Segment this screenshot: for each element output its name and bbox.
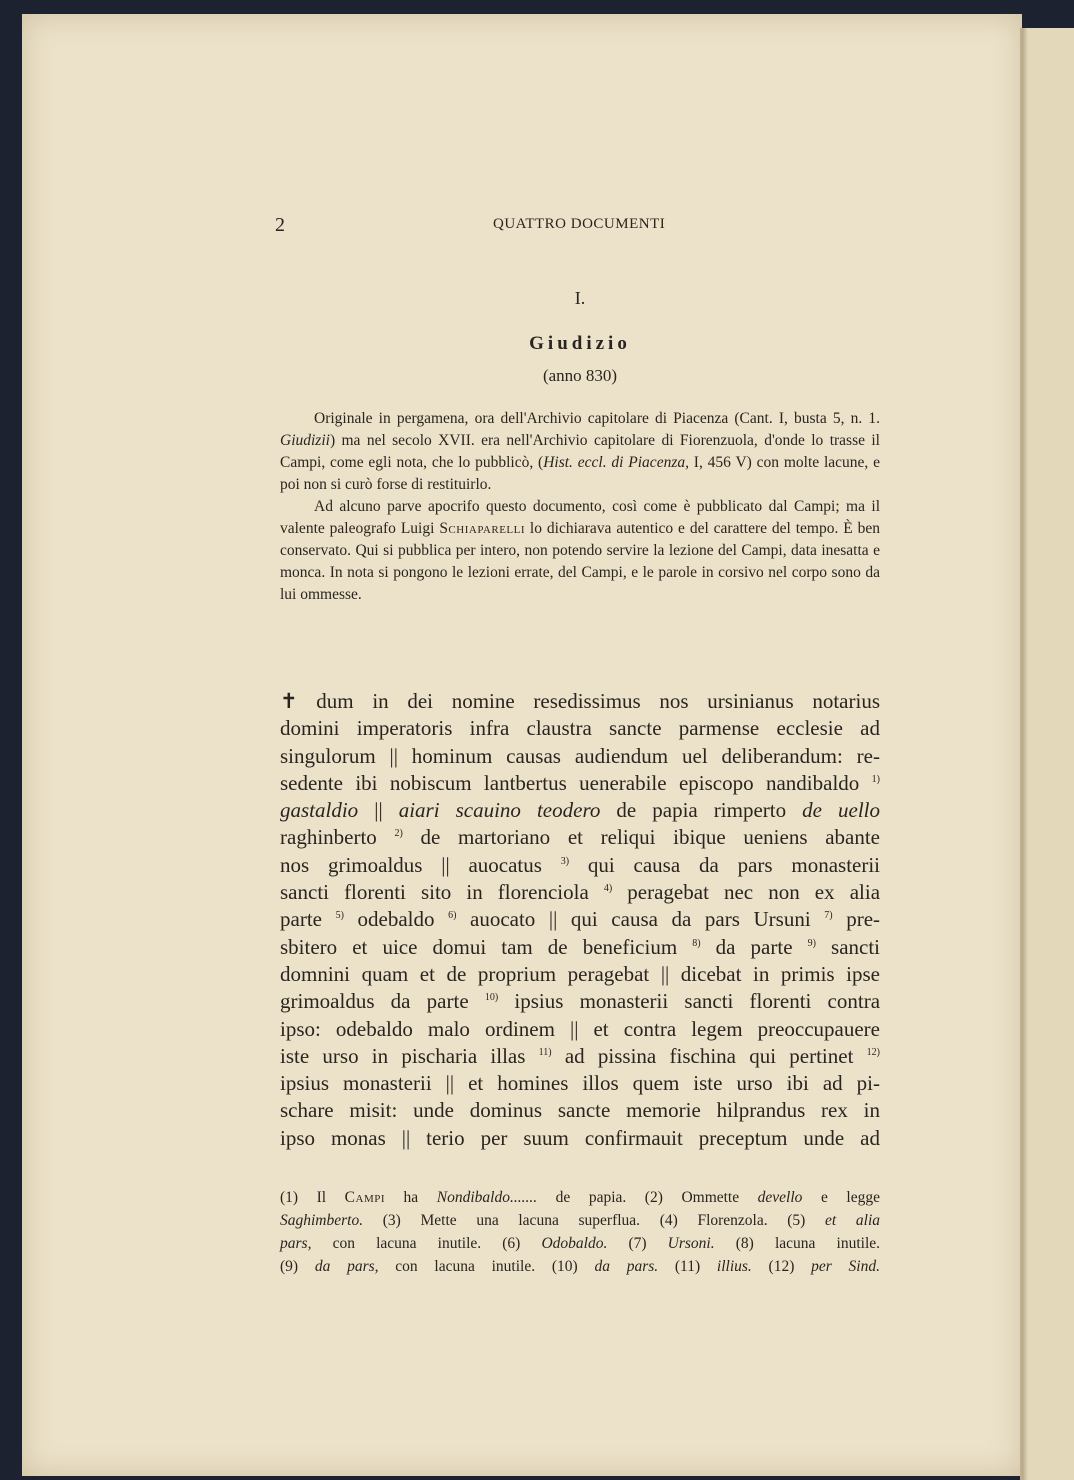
intro-text: busta 5, n. 1.: [794, 410, 881, 427]
text-run: grimoaldus da parte: [280, 989, 469, 1014]
intro-text: lo dichiarava autentico: [525, 520, 674, 537]
text-run: iste urso in pischaria illas: [280, 1043, 526, 1068]
footnotes: [280, 1186, 880, 1278]
footnote-ref: 7): [824, 910, 833, 922]
intro-text: da lui ommesse.: [280, 564, 881, 603]
footnote-ref: 9): [807, 937, 816, 949]
intro-italic: Giudizii: [280, 432, 330, 449]
text-run: de martoriano et reliqui ibique ueniens abante: [402, 825, 880, 850]
text-line: schare misit: unde dominus sancte memorie hilprandus rex in: [280, 1098, 880, 1123]
intro-paragraph-2: [280, 496, 880, 606]
footnote-line: [280, 1186, 880, 1209]
facing-page-edge: [1020, 28, 1074, 1480]
fn-text: (7): [607, 1235, 668, 1252]
text-run: parte: [280, 907, 322, 932]
introductory-note: [280, 408, 880, 606]
text-line: ✝ dum in dei nomine resedissimus nos ursinianus notarius: [280, 689, 880, 713]
fn-text: (8) lacuna inutile.: [714, 1235, 880, 1252]
fn-italic: et alia: [825, 1212, 880, 1229]
text-run: odebaldo: [343, 907, 435, 932]
intro-text: forse di restituirlo.: [376, 476, 492, 493]
fn-text: (11): [658, 1258, 717, 1275]
page-header: [275, 214, 895, 238]
footnote-ref: 11): [538, 1046, 552, 1058]
text-line: [280, 770, 880, 797]
text-run: peragebat nec non ex alia: [612, 880, 881, 905]
fn-text: (1) Il: [280, 1189, 345, 1206]
intro-text: I, 456 V) con molte lacune, e poi non si curò: [280, 454, 881, 493]
text-run: sbitero et uice domui tam de beneficium: [280, 934, 678, 959]
page-number: 2: [275, 214, 285, 236]
fn-italic: per Sind.: [811, 1258, 880, 1275]
text-line: [280, 906, 880, 933]
intro-paragraph-1: [280, 408, 880, 496]
fn-italic: illius.: [716, 1258, 752, 1275]
footnote-ref: 4): [603, 883, 613, 895]
footnote-line: [280, 1232, 880, 1255]
intro-text: e del carattere del tempo. È ben conservato. Qui si pubblica per intero, non: [280, 520, 880, 559]
text-line: ipso monas || terio per suum confirmauit preceptum unde ad: [280, 1125, 880, 1150]
footnote-ref: 1): [871, 773, 881, 785]
fn-italic: pars,: [280, 1235, 312, 1252]
fn-text: con lacuna inutile. (10): [378, 1258, 595, 1275]
footnote-ref: 6): [448, 910, 457, 922]
text-run: ad pissina fischina qui pertinet: [551, 1043, 854, 1068]
fn-text: (9): [280, 1258, 315, 1275]
text-line: ipsius monasterii || et homines illos quem iste urso ibi ad pi-: [280, 1071, 880, 1096]
text-italic: aiari scauino teodero: [398, 798, 601, 823]
text-line: [280, 797, 880, 824]
footnote-ref: 5): [335, 910, 344, 922]
intro-smallcaps: Schiaparelli: [439, 520, 526, 537]
text-line: [280, 824, 880, 851]
fn-italic: da pars,: [314, 1258, 379, 1275]
fn-italic: Saghimberto.: [280, 1212, 364, 1229]
fn-italic: Ursoni.: [667, 1235, 715, 1252]
text-run: sancti florenti sito in florenciola: [280, 880, 589, 905]
intro-text: ) ma nel secolo XVII. era nell'Archivio capitolare di: [329, 432, 674, 449]
text-run: auocato || qui causa da pars Ursuni: [456, 907, 811, 932]
fn-italic: Odobaldo.: [541, 1235, 608, 1252]
footnote-ref: 12): [866, 1046, 881, 1058]
fn-text: con lacuna inutile. (6): [311, 1235, 542, 1252]
footnote-ref: 3): [560, 855, 570, 867]
text-run: de papia rimperto: [600, 798, 803, 823]
text-run: sancti: [815, 934, 881, 959]
text-run: sedente ibi nobiscum lantbertus uenerabile episcopo nandibaldo: [280, 770, 860, 795]
text-italic: de uello: [802, 798, 880, 823]
intro-text: Originale in pergamena, ora dell'Archivio capitolare di Piacenza (Cant. I,: [314, 410, 788, 427]
text-line: domnini quam et de proprium peragebat || dicebat in primis ipse: [280, 961, 880, 986]
text-line: [280, 1043, 880, 1070]
text-run: nos grimoaldus || auocatus: [280, 852, 542, 877]
text-run: raghinberto: [280, 825, 377, 850]
document-date: (anno 830): [542, 366, 618, 385]
fn-text: (12): [751, 1258, 812, 1275]
fn-smallcaps: Campi: [344, 1189, 385, 1206]
fn-italic: da pars.: [594, 1258, 659, 1275]
text-line: singulorum || hominum causas audiendum uel deliberandum: re-: [280, 743, 880, 768]
text-run: qui causa da pars monasterii: [569, 852, 881, 877]
text-line: domini imperatoris infra claustra sancte parmense ecclesie ad: [280, 716, 880, 741]
footnote-ref: 8): [692, 937, 701, 949]
document-title: Giudizio: [529, 333, 631, 354]
intro-text: Campi; ma il valente paleografo Luigi: [280, 498, 881, 537]
intro-text: (: [538, 454, 544, 471]
footnote-ref: 10): [484, 992, 499, 1004]
fn-italic: Nondibaldo.......: [436, 1189, 538, 1206]
fn-text: e legge: [802, 1189, 880, 1206]
footnote-line: [280, 1209, 880, 1232]
fn-text: ha: [385, 1189, 437, 1206]
intro-text: Ad alcuno parve apocrifo questo documento, così come è pubblicato dal: [314, 498, 788, 515]
footnote-ref: 2): [394, 828, 403, 840]
text-line: [280, 934, 880, 961]
intro-text: potendo servire la lezione del Campi, data inesatta e monca. In nota si: [280, 542, 880, 581]
text-line: [280, 879, 880, 906]
text-italic: gastaldio: [280, 798, 359, 823]
text-run: pre-: [832, 907, 881, 932]
intro-italic: Hist. eccl. di Piacenza,: [543, 454, 689, 471]
running-title: QUATTRO DOCUMENTI: [493, 216, 666, 232]
fn-italic: devello: [757, 1189, 803, 1206]
text-run: ipsius monasterii sancti florenti contra: [498, 989, 881, 1014]
fn-text: (3) Mette una lacuna superflua. (4) Florenzola. (5): [363, 1212, 826, 1229]
footnote-line: [280, 1255, 880, 1278]
text-line: ipso: odebaldo malo ordinem || et contra legem preoccupauere: [280, 1016, 880, 1041]
fn-text: de papia. (2) Ommette: [537, 1189, 758, 1206]
intro-text: Fiorenzuola, d'onde lo trasse il Campi, come egli nota, che lo pubblicò,: [280, 432, 880, 471]
text-run: ||: [358, 798, 399, 823]
intro-text: pongono le lezioni errate, del Campi, e le parole in corsivo nel corpo sono: [393, 564, 861, 581]
text-line: [280, 988, 880, 1015]
text-line: [280, 852, 880, 879]
document-text: [280, 688, 880, 1152]
text-run: da parte: [700, 934, 793, 959]
section-numeral: I.: [574, 288, 586, 308]
